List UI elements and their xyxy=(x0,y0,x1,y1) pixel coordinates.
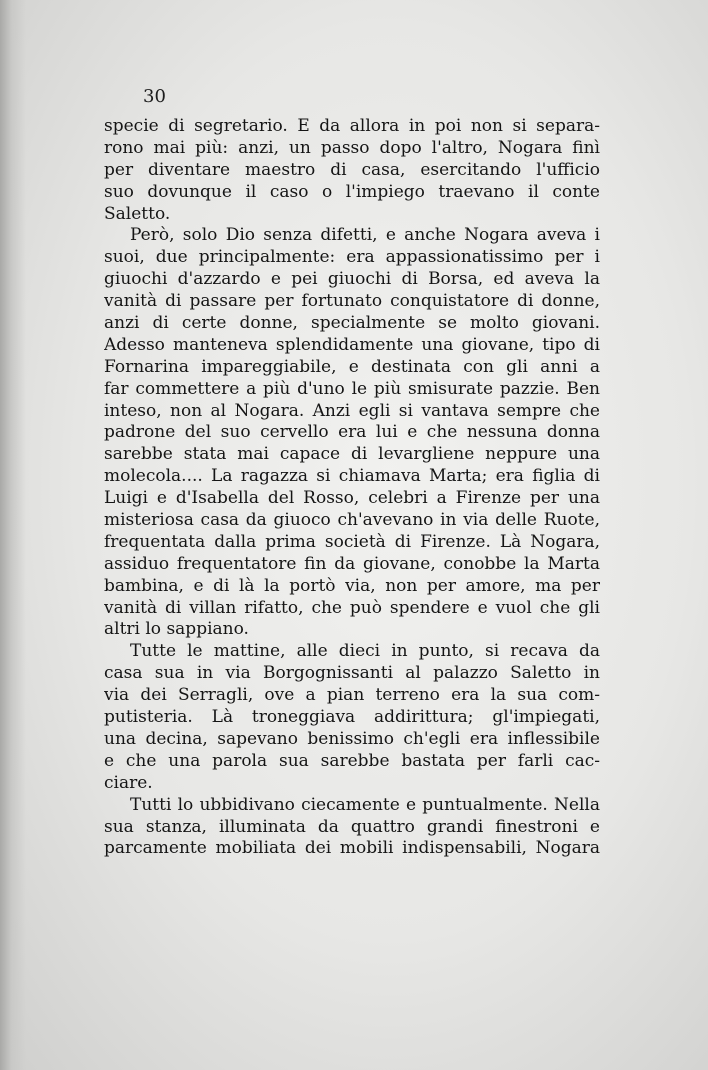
text-line: vanità di villan rifatto, che può spendere e vuol che gli xyxy=(104,597,600,618)
text-line: parcamente mobiliata dei mobili indispensabili, Nogara xyxy=(104,838,600,859)
text-line: via dei Serragli, ove a pian terreno era la sua com- xyxy=(104,685,600,706)
text-line: Luigi e d'Isabella del Rosso, celebri a Firenze per una xyxy=(104,488,600,509)
text-line: casa sua in via Borgognissanti al palazzo Saletto in xyxy=(104,663,600,684)
text-line: anzi di certe donne, specialmente se molto giovani. xyxy=(104,313,600,334)
text-line: vanità di passare per fortunato conquistatore di donne, xyxy=(104,291,600,312)
text-line: Adesso manteneva splendidamente una giovane, tipo di xyxy=(104,334,600,355)
text-line: suoi, due principalmente: era appassionatissimo per i xyxy=(104,247,600,268)
text-line: frequentata dalla prima società di Firenze. Là Nogara, xyxy=(104,531,600,552)
text-line: Tutte le mattine, alle dieci in punto, si recava da xyxy=(130,641,600,662)
text-line: misteriosa casa da giuoco ch'avevano in via delle Ruote, xyxy=(104,510,600,531)
text-line: per diventare maestro di casa, esercitando l'ufficio xyxy=(104,159,600,180)
text-line: bambina, e di là la portò via, non per amore, ma per xyxy=(104,575,600,596)
text-line: putisteria. Là troneggiava addirittura; gl'impiegati, xyxy=(104,707,600,728)
text-line: e che una parola sua sarebbe bastata per farli cac- xyxy=(104,750,600,771)
text-line: far commettere a più d'uno le più smisurate pazzie. Ben xyxy=(104,378,600,399)
text-line: Tutti lo ubbidivano ciecamente e puntualmente. Nella xyxy=(130,794,600,815)
text-line: padrone del suo cervello era lui e che nessuna donna xyxy=(104,422,600,443)
text-line: Fornarina impareggiabile, e destinata con gli anni a xyxy=(104,356,600,377)
text-line: Però, solo Dio senza difetti, e anche Nogara aveva i xyxy=(130,225,600,246)
body-text xyxy=(104,116,600,860)
text-line: sua stanza, illuminata da quattro grandi finestroni e xyxy=(104,816,600,837)
text-line: molecola.... La ragazza si chiamava Marta; era figlia di xyxy=(104,466,600,487)
text-line: assiduo frequentatore fin da giovane, conobbe la Marta xyxy=(104,553,600,574)
text-line: Saletto. xyxy=(104,203,171,224)
text-line: suo dovunque il caso o l'impiego traevano il conte xyxy=(104,181,600,202)
text-line: una decina, sapevano benissimo ch'egli era inflessibile xyxy=(104,728,600,749)
text-line: altri lo sappiano. xyxy=(104,619,249,640)
page-gutter-shadow xyxy=(0,0,26,1070)
text-line: inteso, non al Nogara. Anzi egli si vantava sempre che xyxy=(104,400,600,421)
text-line: sarebbe stata mai capace di levargliene neppure una xyxy=(104,444,600,465)
text-line: ciare. xyxy=(104,772,153,793)
page-number: 30 xyxy=(143,86,166,107)
text-line: rono mai più: anzi, un passo dopo l'altro, Nogara finì xyxy=(104,137,600,158)
text-line: specie di segretario. E da allora in poi non si separa- xyxy=(104,116,600,136)
text-line: giuochi d'azzardo e pei giuochi di Borsa, ed aveva la xyxy=(104,269,600,290)
